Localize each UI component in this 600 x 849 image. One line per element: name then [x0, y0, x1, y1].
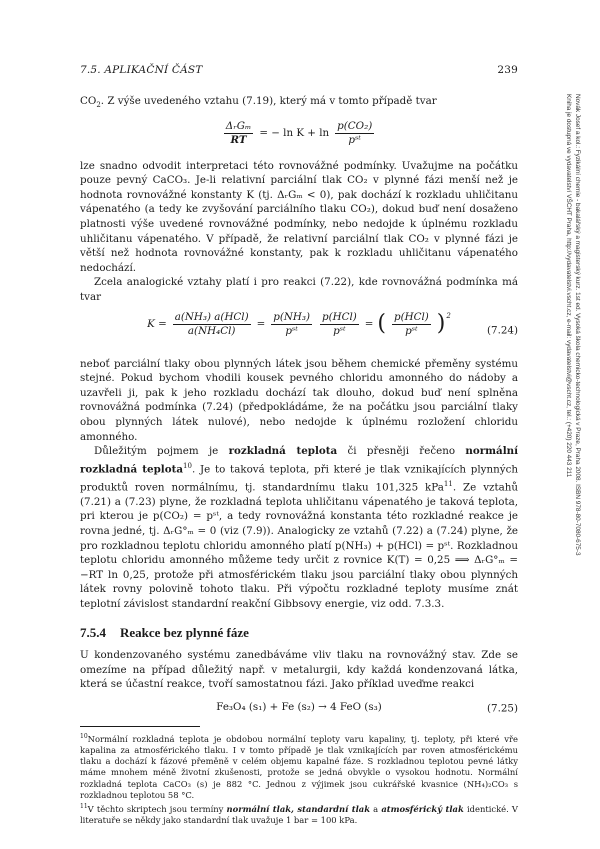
- copyright-sidebar: [552, 94, 582, 654]
- footnote-10: $^{10}$Normální rozkladná teplota je obdobou normální teploty varu kapaliny, tj. teploty, při které vře kapalina za atmosférického tlaku. I v tomto případě je tlak vznikajících par roven atmosférickému tlaku a dochází k fázové přeměně v celém objemu kapalné fáze. S rozkladnou teplotou pevné látky máme mnohem méně životní zkušenosti, protože se jedná obvykle o vysokou hodnotu. Normální rozkladná teplota CaCO₃ (s) je 882 °C. Jednou z výjimek jsou cukrářské kvasnice (NH₄)₂CO₃ s rozkladnou teplotou 58 °C.: [80, 732, 518, 800]
- sidebar-availability: Kniha je dostupná ve vydavatelství VŠCHT Praha, http://vydavatelstvi.vscht.cz, e-mail: vydavatelstvi@vscht.cz, tel.: (+420) 220 443 211: [565, 94, 572, 478]
- equation-number: (7.24): [487, 324, 518, 337]
- equation-7-24: K = $\frac{\text{a(NH₃) a(HCl)}}{\text{a(NH₄Cl)}}$ = $\frac{\text{p(NH₃)}}{\text{pˢᵗ}}$ $\frac{\text{p(HCl)}}{\text{pˢᵗ}}$ = ( $\frac{\text{p(HCl)}}{\text{pˢᵗ}}$ ) $^2$ (7.24): [147, 310, 518, 337]
- paragraph-analogy: Zcela analogické vztahy platí i pro reakci (7.22), kde rovnovážná podmínka má tvar: [80, 276, 518, 303]
- paragraph-intro: $CO_2$. Z výše uvedeného vztahu (7.19), který má v tomto případě tvar: [80, 95, 437, 110]
- equation-number: (7.25): [487, 702, 518, 715]
- running-header: [80, 64, 518, 80]
- footnote-11: $^{11}$V těchto skriptech jsou termíny normální tlak, standardní tlak a atmosférický tlak identické. V literatuře se někdy jako standardní tlak uvažuje 1 bar = 100 kPa.: [80, 802, 518, 825]
- page-number: 239: [497, 64, 518, 76]
- footnote-divider: [80, 726, 200, 727]
- paragraph-condensed-system: U kondenzovaného systému zanedbáváme vliv tlaku na rovnovážný stav. Zde se omezíme na případ důležitý např. v metalurgii, kdy každá kondenzovaná látka, která se účastní reakce, tvoří samostatnou fázi. Jako příklad uveďme reakci: [80, 649, 518, 691]
- section-heading: [80, 626, 518, 641]
- paragraph-decomposition-temperature: Důležitým pojmem je rozkladná teplota či přesněji řečeno normální rozkladná teplota$^{10}$. Je to taková teplota, při které je tlak vznikajících plynných produktů roven normálnímu, tj. standardnímu tlaku 101,325 kPa$^{11}$. Ze vztahů (7.21) a (7.23) plyne, že rozkladná teplota uhličitanu vápenatého je taková teplota, pri kterou je p(CO₂) = pˢᵗ, a tedy rovnovážná konstanta této rozkladné reakce je rovna jedné, tj. ΔᵣG°ₘ = 0 (viz (7.9)). Analogicky ze vztahů (7.22) a (7.24) plyne, že pro rozkladnou teplotu chloridu amonného platí p(NH₃) + p(HCl) = pˢᵗ. Rozkladnou teplotu chloridu amonného můžeme tedy určit z rovnice K(T) = 0,25 ⟹ ΔᵣG°ₘ = −RT ln 0,25, protože při atmosférickém tlaku jsou parciální tlaky obou plynných látek rovny polovině tohoto tlaku. Při výpočtu rozkladné teploty musíme znát teplotní závislost standardní reakční Gibbsovy energie, viz odd. 7.3.3.: [80, 445, 519, 610]
- section-number: 7.5.4: [80, 624, 106, 640]
- footnote-ref-10[interactable]: 10: [183, 461, 192, 470]
- equation-7-25: Fe₃O₄ (s₁) + Fe (s₂) → 4 FeO (s₃) (7.25): [216, 700, 518, 715]
- paragraph-ammonium-chloride: neboť parciální tlaky obou plynných látek jsou během chemické přeměny systému stejné. Pokud bychom vhodili kousek pevného chloridu amonného do nádoby a uzavřeli ji, pak k jeho rozkladu dochází tak dlouho, dokud buď není splněna rovnovážná podmínka (7.24) (předpokládáme, že na počátku jsou parciální tlaky obou plynných látek nulové), nebo nedojde k úplnému rozložení chloridu amonného.: [80, 357, 518, 443]
- main-text: [80, 94, 518, 826]
- fraction-lhs: $\frac{\text{ΔᵣGₘ}}{RT}$: [225, 119, 252, 146]
- footnote-ref-11[interactable]: 11: [443, 479, 453, 488]
- running-head-title: 7.5. APLIKAČNÍ ČÁST: [80, 64, 203, 76]
- sidebar-citation: Novák Josef a kol.: Fyzikální chemie - bakalářský a magisterský kurz. 1st ed. Vysoká škola chemicko-technologická v Praze, Praha 2008. ISBN 978-80-7080-675-3: [574, 94, 581, 556]
- fraction-rhs: $\frac{\text{p(CO₂)}}{\text{pˢᵗ}}$: [337, 119, 373, 146]
- paragraph-interpretation: lze snadno odvodit interpretaci této rovnovážné podmínky. Uvažujme na počátku pouze pevný CaCO₃. Je-li relativní parciální tlak CO₂ v plynné fázi menší než je hodnota rovnovážné konstanty K (tj. ΔᵣGₘ < 0), pak dochází k rozkladu uhličitanu vápenatého (a tedy ke zvyšování parciálního tlaku CO₂), dokud buď není dosaženo platnosti výše uvedené rovnovážné podmínky, nebo nedojde k úplnému rozkladu uhličitanu vápenatého. V případě, že relativní parciální tlak CO₂ v plynné fázi je větší než hodnota rovnovážné konstanty, pak k rozkladu uhličitanu vápenatého nedochází.: [80, 159, 518, 274]
- equation-co2-condition: $\frac{\text{ΔᵣGₘ}}{RT}$ = − ln K + ln $\frac{\text{p(CO₂)}}{\text{pˢᵗ}}$: [225, 119, 373, 146]
- section-title: Reakce bez plynné fáze: [120, 624, 249, 640]
